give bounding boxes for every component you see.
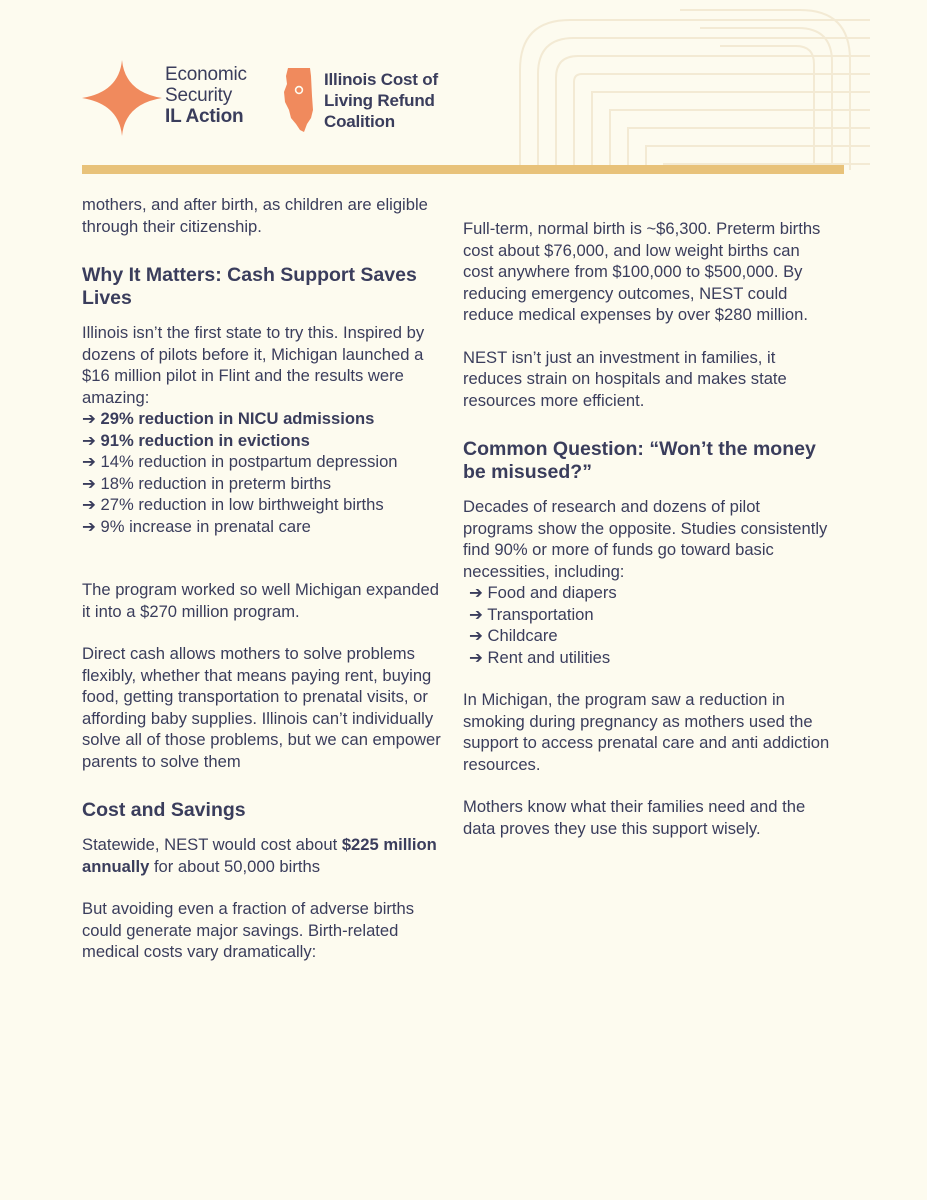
necessity-item: ➔ Childcare: [469, 626, 558, 645]
economic-security-logo-text: [165, 64, 247, 127]
result-item: ➔ 9% increase in prenatal care: [82, 516, 311, 536]
result-item: ➔ 91% reduction in evictions: [82, 430, 310, 450]
research-paragraph: Decades of research and dozens of pilot programs show the opposite. Studies consistently find 90% or more of funds go toward basic necessities, including:: [463, 497, 828, 581]
logo1-line-1: Economic: [165, 64, 247, 85]
direct-cash-paragraph: Direct cash allows mothers to solve problems flexibly, whether that means paying rent, buying food, getting transportation to prenatal visits, or affording baby supplies. Illinois can’t individually solve all of those problems, but we can empower parents to solve them: [82, 644, 441, 771]
michigan-pilot-paragraph: Illinois isn’t the first state to try this. Inspired by dozens of pilots before it, Michigan launched a $16 million pilot in Flint and the results were amazing:: [82, 323, 425, 407]
statewide-cost-text-c: for about 50,000 births: [149, 856, 320, 876]
left-column: [82, 194, 442, 963]
star-sparkle-icon: [80, 58, 164, 138]
necessity-item: ➔ Food and diapers: [469, 583, 617, 602]
page-header: [0, 0, 927, 175]
logo2-line-3: Coalition: [324, 112, 395, 131]
logo2-line-2: Living Refund: [324, 91, 435, 110]
michigan-smoking-paragraph: In Michigan, the program saw a reduction in smoking during pregnancy as mothers used the support to access prenatal care and anti addiction resources.: [463, 690, 830, 774]
intro-paragraph: mothers, and after birth, as children are eligible through their citizenship.: [82, 195, 428, 236]
header-divider-bar: [82, 165, 844, 174]
savings-paragraph: But avoiding even a fraction of adverse births could generate major savings. Birth-related medical costs vary dramatically:: [82, 899, 415, 961]
necessity-item: ➔ Rent and utilities: [469, 647, 611, 667]
logo2-line-1: Illinois Cost of: [324, 70, 438, 89]
results-list: [82, 408, 442, 537]
result-item: ➔ 29% reduction in NICU admissions: [82, 409, 375, 428]
result-item: ➔ 27% reduction in low birthweight births: [82, 495, 384, 514]
heading-why-it-matters: Why It Matters: Cash Support Saves Lives: [82, 264, 417, 309]
statewide-cost-paragraph: [82, 834, 442, 877]
expansion-paragraph: The program worked so well Michigan expanded it into a $270 million program.: [82, 580, 439, 621]
heading-cost-and-savings: Cost and Savings: [82, 799, 246, 821]
right-column: [463, 218, 833, 839]
result-item: ➔ 14% reduction in postpartum depression: [82, 452, 398, 471]
statewide-cost-amount: $225 million annually: [82, 835, 437, 876]
logo1-line-2: Security: [165, 85, 233, 106]
birth-costs-paragraph: Full-term, normal birth is ~$6,300. Preterm births cost about $76,000, and low weight births can cost anywhere from $100,000 to $500,000. By reducing emergency outcomes, NEST could reduce medical expenses by over $280 million.: [463, 219, 821, 324]
statewide-cost-text-a: Statewide, NEST would cost about: [82, 835, 342, 854]
illinois-map-icon: [282, 66, 316, 134]
necessities-list: [463, 582, 833, 668]
result-item: ➔ 18% reduction in preterm births: [82, 473, 332, 493]
heading-common-question: Common Question: “Won’t the money be misused?”: [463, 438, 816, 483]
logo1-line-3: IL Action: [165, 106, 244, 127]
investment-paragraph: NEST isn’t just an investment in families, it reduces strain on hospitals and makes state resources more efficient.: [463, 347, 787, 410]
necessity-item: ➔ Transportation: [469, 604, 594, 624]
cost-of-living-coalition-logo-text: [324, 69, 438, 132]
closing-paragraph: Mothers know what their families need and the data proves they use this support wisely.: [463, 797, 806, 838]
